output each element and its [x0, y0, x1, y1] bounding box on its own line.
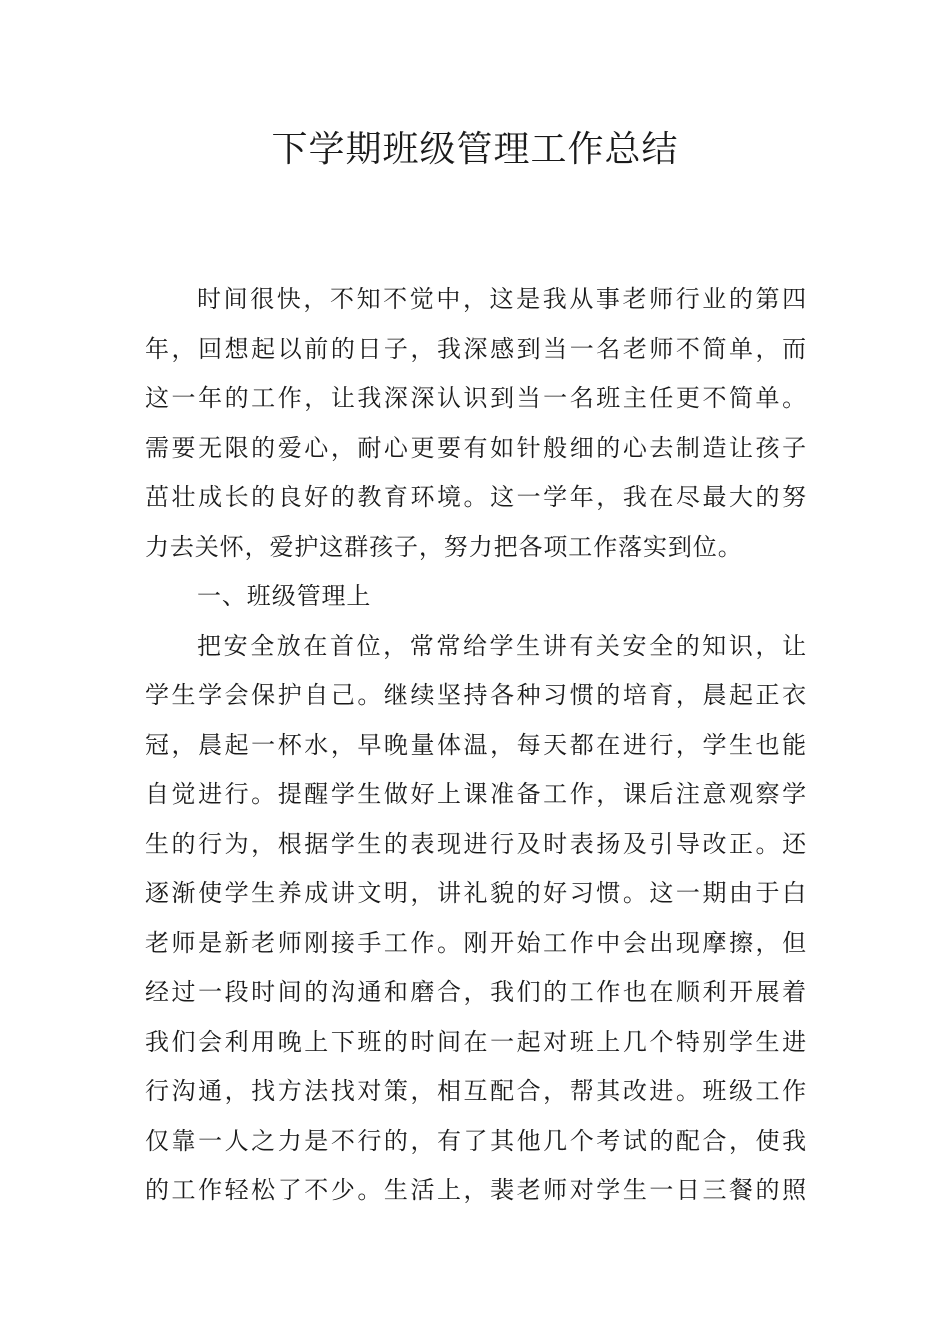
- text-line: 把安全放在首位，常常给学生讲有关安全的知识，让: [197, 631, 807, 660]
- text-line: 需要无限的爱心，耐心更要有如针般细的心去制造让孩子: [145, 433, 807, 462]
- document-title: 下学期班级管理工作总结: [271, 129, 679, 170]
- text-line: 经过一段时间的沟通和磨合，我们的工作也在顺利开展着: [145, 978, 807, 1006]
- text-line: 仅靠一人之力是不行的，有了其他几个考试的配合，使我: [145, 1126, 807, 1155]
- text-line: 学生学会保护自己。继续坚持各种习惯的培育，晨起正衣: [145, 681, 807, 709]
- text-line: 茁壮成长的良好的教育环境。这一学年，我在尽最大的努: [145, 483, 807, 511]
- text-line: 这一年的工作，让我深深认识到当一名班主任更不简单。: [145, 384, 807, 412]
- text-line: 一、班级管理上: [197, 582, 372, 610]
- text-line: 年，回想起以前的日子，我深感到当一名老师不简单，而: [145, 334, 807, 363]
- text-line: 自觉进行。提醒学生做好上课准备工作，课后注意观察学: [145, 780, 807, 808]
- text-line: 冠，晨起一杯水，早晚量体温，每天都在进行，学生也能: [145, 730, 807, 759]
- text-line: 老师是新老师刚接手工作。刚开始工作中会出现摩擦，但: [145, 928, 807, 957]
- text-line: 行沟通，找方法找对策，相互配合，帮其改进。班级工作: [145, 1077, 807, 1105]
- text-line: 逐渐使学生养成讲文明，讲礼貌的好习惯。这一期由于白: [145, 879, 807, 907]
- text-line: 我们会利用晚上下班的时间在一起对班上几个特别学生进: [145, 1027, 807, 1056]
- text-line: 生的行为，根据学生的表现进行及时表扬及引导改正。还: [145, 829, 807, 858]
- text-line: 时间很快，不知不觉中，这是我从事老师行业的第四: [197, 285, 807, 313]
- text-line: 力去关怀，爱护这群孩子，努力把各项工作落实到位。: [145, 532, 743, 561]
- text-line: 的工作轻松了不少。生活上，裴老师对学生一日三餐的照: [145, 1176, 807, 1204]
- document-body: [145, 275, 807, 1216]
